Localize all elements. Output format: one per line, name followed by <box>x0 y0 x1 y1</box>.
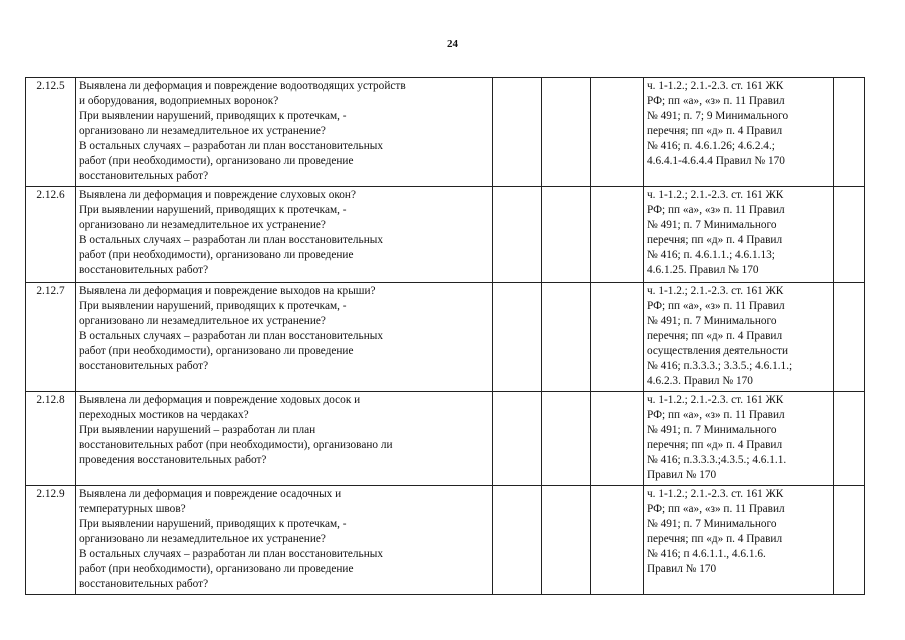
reference-line: ч. 1-1.2.; 2.1.-2.3. ст. 161 ЖК <box>647 189 784 201</box>
question-line: восстановительных работ (при необходимости), организовано ли <box>79 439 393 451</box>
question-line: В остальных случаях – разработан ли план восстановительных <box>79 548 383 560</box>
legal-reference-cell <box>644 187 834 283</box>
item-number: 2.12.5 <box>26 78 76 187</box>
reference-line: осуществления деятельности <box>647 345 789 357</box>
reference-line: № 491; п. 7 Минимального <box>647 315 777 327</box>
reference-line: перечня; пп «д» п. 4 Правил <box>647 234 783 246</box>
legal-reference-cell <box>644 392 834 486</box>
question-line: восстановительных работ? <box>79 360 209 372</box>
notes-cell <box>834 78 865 187</box>
question-line: Выявлена ли деформация и повреждение слуховых окон? <box>79 189 356 201</box>
question-line: температурных швов? <box>79 503 186 515</box>
question-line: проведения восстановительных работ? <box>79 454 267 466</box>
reference-line: № 416; п.3.3.3.; 3.3.5.; 4.6.1.1.; <box>647 360 793 372</box>
question-line: работ (при необходимости), организовано ли проведение <box>79 249 354 261</box>
page-number: 24 <box>447 38 458 50</box>
not-applicable-cell <box>591 187 644 283</box>
reference-line: Правил № 170 <box>647 563 717 575</box>
checklist-row <box>26 78 865 187</box>
question-line: При выявлении нарушений, приводящих к протечкам, - <box>79 110 347 122</box>
answer-yes-cell <box>493 486 542 595</box>
question-line: Выявлена ли деформация и повреждение осадочных и <box>79 488 342 500</box>
question-cell <box>76 486 493 595</box>
reference-line: ч. 1-1.2.; 2.1.-2.3. ст. 161 ЖК <box>647 80 784 92</box>
not-applicable-cell <box>591 392 644 486</box>
item-number: 2.12.9 <box>26 486 76 595</box>
not-applicable-cell <box>591 486 644 595</box>
not-applicable-cell <box>591 78 644 187</box>
question-line: восстановительных работ? <box>79 578 209 590</box>
reference-line: Правил № 170 <box>647 469 717 481</box>
checklist-row <box>26 187 865 283</box>
checklist-rows <box>26 78 865 595</box>
question-line: восстановительных работ? <box>79 170 209 182</box>
answer-no-cell <box>542 486 591 595</box>
reference-line: ч. 1-1.2.; 2.1.-2.3. ст. 161 ЖК <box>647 394 784 406</box>
answer-yes-cell <box>493 187 542 283</box>
answer-yes-cell <box>493 283 542 392</box>
question-line: организовано ли незамедлительное их устранение? <box>79 219 326 231</box>
question-line: При выявлении нарушений, приводящих к протечкам, - <box>79 518 347 530</box>
reference-line: № 491; п. 7 Минимального <box>647 219 777 231</box>
question-line: переходных мостиков на чердаках? <box>79 409 249 421</box>
question-line: Выявлена ли деформация и повреждение выходов на крыши? <box>79 285 376 297</box>
reference-line: РФ; пп «а», «з» п. 11 Правил <box>647 204 785 216</box>
notes-cell <box>834 486 865 595</box>
checklist-table <box>25 77 865 595</box>
reference-line: РФ; пп «а», «з» п. 11 Правил <box>647 409 785 421</box>
question-line: работ (при необходимости), организовано ли проведение <box>79 345 354 357</box>
question-cell <box>76 392 493 486</box>
reference-line: перечня; пп «д» п. 4 Правил <box>647 533 783 545</box>
question-cell <box>76 78 493 187</box>
answer-no-cell <box>542 392 591 486</box>
question-line: При выявлении нарушений, приводящих к протечкам, - <box>79 300 347 312</box>
reference-line: перечня; пп «д» п. 4 Правил <box>647 125 783 137</box>
notes-cell <box>834 187 865 283</box>
answer-yes-cell <box>493 392 542 486</box>
reference-line: РФ; пп «а», «з» п. 11 Правил <box>647 95 785 107</box>
notes-cell <box>834 392 865 486</box>
answer-no-cell <box>542 78 591 187</box>
question-cell <box>76 187 493 283</box>
reference-line: № 416; п. 4.6.1.26; 4.6.2.4.; <box>647 140 775 152</box>
question-line: При выявлении нарушений – разработан ли план <box>79 424 316 436</box>
reference-line: ч. 1-1.2.; 2.1.-2.3. ст. 161 ЖК <box>647 285 784 297</box>
reference-line: № 416; п. 4.6.1.1.; 4.6.1.13; <box>647 249 775 261</box>
reference-line: 4.6.1.25. Правил № 170 <box>647 264 759 276</box>
reference-line: № 416; п 4.6.1.1., 4.6.1.6. <box>647 548 766 560</box>
checklist-row <box>26 392 865 486</box>
question-line: организовано ли незамедлительное их устранение? <box>79 533 326 545</box>
reference-line: перечня; пп «д» п. 4 Правил <box>647 439 783 451</box>
answer-no-cell <box>542 187 591 283</box>
question-line: работ (при необходимости), организовано ли проведение <box>79 563 354 575</box>
question-line: Выявлена ли деформация и повреждение ходовых досок и <box>79 394 361 406</box>
item-number: 2.12.7 <box>26 283 76 392</box>
reference-line: № 491; п. 7; 9 Минимального <box>647 110 789 122</box>
reference-line: 4.6.4.1-4.6.4.4 Правил № 170 <box>647 155 785 167</box>
question-line: При выявлении нарушений, приводящих к протечкам, - <box>79 204 347 216</box>
reference-line: № 416; п.3.3.3.;4.3.5.; 4.6.1.1. <box>647 454 787 466</box>
question-line: организовано ли незамедлительное их устранение? <box>79 315 326 327</box>
not-applicable-cell <box>591 283 644 392</box>
answer-no-cell <box>542 283 591 392</box>
question-line: В остальных случаях – разработан ли план восстановительных <box>79 234 383 246</box>
answer-yes-cell <box>493 78 542 187</box>
item-number: 2.12.6 <box>26 187 76 283</box>
notes-cell <box>834 283 865 392</box>
reference-line: РФ; пп «а», «з» п. 11 Правил <box>647 300 785 312</box>
question-line: и оборудования, водоприемных воронок? <box>79 95 279 107</box>
question-line: организовано ли незамедлительное их устранение? <box>79 125 326 137</box>
question-line: Выявлена ли деформация и повреждение водоотводящих устройств <box>79 80 406 92</box>
legal-reference-cell <box>644 78 834 187</box>
reference-line: № 491; п. 7 Минимального <box>647 424 777 436</box>
question-line: работ (при необходимости), организовано ли проведение <box>79 155 354 167</box>
question-cell <box>76 283 493 392</box>
reference-line: ч. 1-1.2.; 2.1.-2.3. ст. 161 ЖК <box>647 488 784 500</box>
reference-line: 4.6.2.3. Правил № 170 <box>647 375 753 387</box>
reference-line: № 491; п. 7 Минимального <box>647 518 777 530</box>
checklist-row <box>26 283 865 392</box>
question-line: В остальных случаях – разработан ли план восстановительных <box>79 330 383 342</box>
checklist-row <box>26 486 865 595</box>
legal-reference-cell <box>644 486 834 595</box>
question-line: В остальных случаях – разработан ли план восстановительных <box>79 140 383 152</box>
reference-line: перечня; пп «д» п. 4 Правил <box>647 330 783 342</box>
reference-line: РФ; пп «а», «з» п. 11 Правил <box>647 503 785 515</box>
question-line: восстановительных работ? <box>79 264 209 276</box>
legal-reference-cell <box>644 283 834 392</box>
item-number: 2.12.8 <box>26 392 76 486</box>
